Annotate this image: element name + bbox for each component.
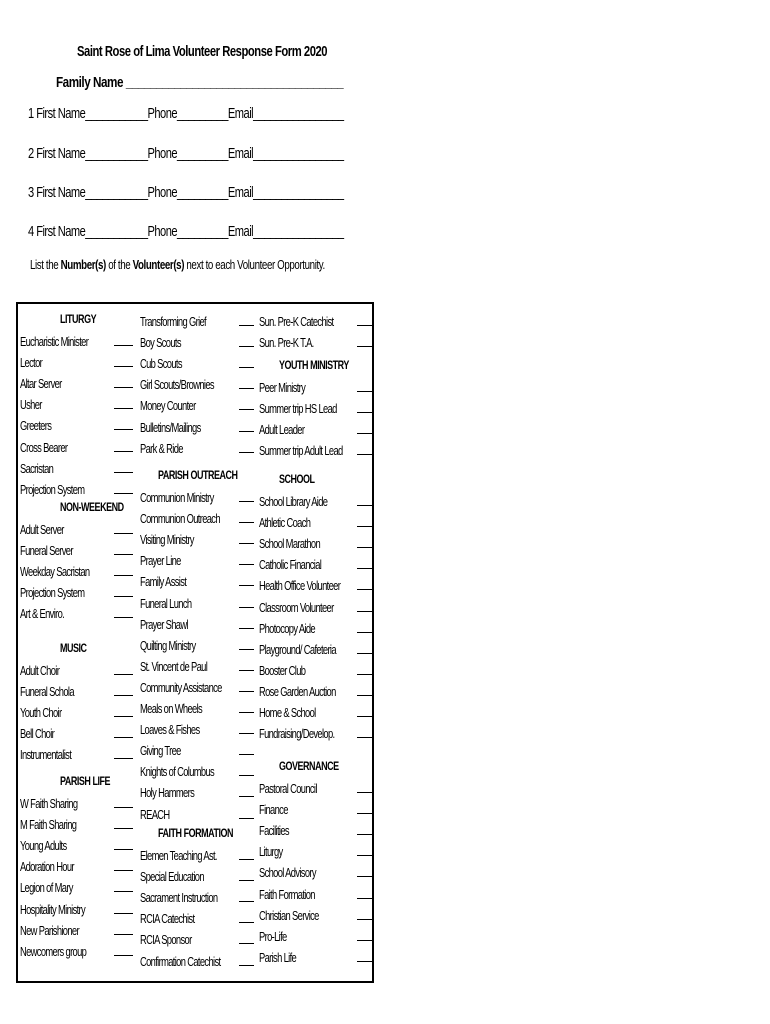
opportunity-label: Visiting Ministry bbox=[140, 532, 194, 548]
family-name-field[interactable]: Family Name ____________________________________ bbox=[56, 74, 344, 91]
volunteer-number-blank[interactable] bbox=[357, 611, 372, 612]
volunteer-number-blank[interactable] bbox=[239, 818, 254, 819]
volunteer-number-blank[interactable] bbox=[239, 922, 254, 923]
volunteer-number-blank[interactable] bbox=[357, 391, 372, 392]
volunteer-number-blank[interactable] bbox=[239, 901, 254, 902]
volunteer-number-blank[interactable] bbox=[357, 547, 372, 548]
volunteer-number-blank[interactable] bbox=[239, 965, 254, 966]
opportunity-label: Projection System bbox=[20, 585, 85, 601]
section-heading: FAITH FORMATION bbox=[158, 828, 234, 840]
volunteer-number-blank[interactable] bbox=[239, 859, 254, 860]
instruction-emphasis: Number(s) bbox=[60, 258, 106, 272]
opportunity-label: Youth Choir bbox=[20, 705, 62, 721]
opportunity-label: Young Adults bbox=[20, 838, 67, 854]
volunteer-number-blank[interactable] bbox=[357, 653, 372, 654]
volunteer-number-blank[interactable] bbox=[239, 943, 254, 944]
volunteer-number-blank[interactable] bbox=[114, 345, 133, 346]
volunteer-number-blank[interactable] bbox=[239, 501, 254, 502]
opportunity-label: Home & School bbox=[259, 705, 316, 720]
opportunity-label: Confirmation Catechist bbox=[140, 953, 221, 969]
opportunity-label: Lector bbox=[20, 355, 43, 371]
opportunity-label: M Faith Sharing bbox=[20, 817, 77, 833]
opportunity-label: RCIA Catechist bbox=[140, 911, 195, 927]
opportunity-label: Holy Hammers bbox=[140, 785, 195, 801]
volunteer-number-blank[interactable] bbox=[114, 955, 133, 956]
opportunity-label: Art & Enviro. bbox=[20, 606, 65, 622]
opportunity-label: Cub Scouts bbox=[140, 356, 182, 372]
volunteer-number-blank[interactable] bbox=[239, 628, 254, 629]
opportunity-label: Liturgy bbox=[259, 844, 283, 860]
opportunity-label: Transforming Grief bbox=[140, 314, 207, 329]
member-row-4[interactable]: 4 First Name___________Phone_________Email________________ bbox=[28, 223, 344, 240]
volunteer-number-blank[interactable] bbox=[114, 575, 133, 576]
volunteer-number-blank[interactable] bbox=[357, 813, 372, 814]
volunteer-number-blank[interactable] bbox=[357, 505, 372, 506]
volunteer-number-blank[interactable] bbox=[239, 585, 254, 586]
volunteer-number-blank[interactable] bbox=[239, 712, 254, 713]
volunteer-number-blank[interactable] bbox=[114, 737, 133, 738]
opportunity-label: Eucharistic Minister bbox=[20, 334, 89, 349]
opportunity-label: Funeral Lunch bbox=[140, 595, 192, 611]
volunteer-number-blank[interactable] bbox=[114, 596, 133, 597]
volunteer-opportunities-box bbox=[16, 302, 374, 983]
volunteer-number-blank[interactable] bbox=[114, 408, 133, 409]
opportunity-label: REACH bbox=[140, 806, 170, 822]
volunteer-number-blank[interactable] bbox=[114, 451, 133, 452]
volunteer-number-blank[interactable] bbox=[114, 533, 133, 534]
instruction-part: List the bbox=[30, 258, 61, 272]
opportunity-label: Sun. Pre-K T.A. bbox=[259, 335, 314, 351]
opportunity-label: Special Education bbox=[140, 869, 204, 885]
volunteer-number-blank[interactable] bbox=[239, 367, 254, 368]
opportunity-label: Instrumentalist bbox=[20, 747, 72, 763]
volunteer-number-blank[interactable] bbox=[357, 346, 372, 347]
opportunity-label: Parish Life bbox=[259, 949, 297, 965]
opportunity-label: Photocopy Aide bbox=[259, 620, 315, 636]
opportunity-label: Peer Ministry bbox=[259, 380, 306, 395]
volunteer-number-blank[interactable] bbox=[357, 589, 372, 590]
opportunity-label: Summer trip Adult Lead bbox=[259, 443, 343, 459]
volunteer-number-blank[interactable] bbox=[114, 387, 133, 388]
opportunity-label: Faith Formation bbox=[259, 886, 315, 902]
opportunity-label: Weekday Sacristan bbox=[20, 564, 90, 580]
volunteer-number-blank[interactable] bbox=[357, 898, 372, 899]
volunteer-number-blank[interactable] bbox=[114, 617, 133, 618]
volunteer-number-blank[interactable] bbox=[357, 632, 372, 633]
opportunity-label: Altar Server bbox=[20, 376, 62, 392]
opportunity-label: Classroom Volunteer bbox=[259, 599, 334, 615]
volunteer-number-blank[interactable] bbox=[114, 554, 133, 555]
opportunity-label: Adult Leader bbox=[259, 422, 305, 438]
opportunity-label: Greeters bbox=[20, 418, 52, 434]
opportunity-label: Pastoral Council bbox=[259, 781, 317, 796]
section-heading: YOUTH MINISTRY bbox=[279, 360, 349, 372]
opportunity-label: Community Assistance bbox=[140, 679, 222, 695]
opportunity-label: Legion of Mary bbox=[20, 880, 73, 896]
volunteer-number-blank[interactable] bbox=[357, 834, 372, 835]
opportunity-label: New Parishioner bbox=[20, 922, 79, 938]
opportunity-label: School Marathon bbox=[259, 536, 321, 552]
volunteer-number-blank[interactable] bbox=[357, 412, 372, 413]
opportunity-label: Cross Bearer bbox=[20, 439, 68, 455]
section-heading: GOVERNANCE bbox=[279, 761, 339, 773]
opportunity-label: Communion Ministry bbox=[140, 490, 214, 505]
volunteer-number-blank[interactable] bbox=[239, 796, 254, 797]
opportunity-label: Prayer Shawl bbox=[140, 616, 188, 632]
opportunity-label: Summer trip HS Lead bbox=[259, 401, 337, 417]
volunteer-number-blank[interactable] bbox=[114, 934, 133, 935]
section-heading: MUSIC bbox=[60, 643, 87, 655]
section-heading: NON-WEEKEND bbox=[60, 502, 124, 514]
opportunity-label: Health Office Volunteer bbox=[259, 578, 341, 594]
instruction-part: next to each Volunteer Opportunity. bbox=[184, 258, 325, 272]
volunteer-number-blank[interactable] bbox=[239, 691, 254, 692]
volunteer-number-blank[interactable] bbox=[239, 754, 254, 755]
volunteer-number-blank[interactable] bbox=[239, 409, 254, 410]
volunteer-number-blank[interactable] bbox=[357, 940, 372, 941]
volunteer-number-blank[interactable] bbox=[114, 758, 133, 759]
opportunity-label: Loaves & Fishes bbox=[140, 722, 200, 738]
volunteer-number-blank[interactable] bbox=[239, 346, 254, 347]
opportunity-label: Fundraising/Develop. bbox=[259, 726, 335, 742]
volunteer-number-blank[interactable] bbox=[114, 472, 133, 473]
opportunity-label: Boy Scouts bbox=[140, 335, 181, 351]
volunteer-number-blank[interactable] bbox=[114, 429, 133, 430]
volunteer-number-blank[interactable] bbox=[239, 733, 254, 734]
volunteer-number-blank[interactable] bbox=[357, 855, 372, 856]
volunteer-number-blank[interactable] bbox=[114, 493, 133, 494]
volunteer-number-blank[interactable] bbox=[357, 526, 372, 527]
volunteer-number-blank[interactable] bbox=[357, 919, 372, 920]
opportunity-label: Elemen Teaching Ast. bbox=[140, 848, 217, 863]
volunteer-number-blank[interactable] bbox=[239, 388, 254, 389]
volunteer-number-blank[interactable] bbox=[239, 431, 254, 432]
opportunity-label: Adult Server bbox=[20, 522, 64, 537]
volunteer-number-blank[interactable] bbox=[357, 325, 372, 326]
opportunity-label: Adult Choir bbox=[20, 663, 60, 678]
volunteer-number-blank[interactable] bbox=[239, 543, 254, 544]
opportunity-label: Facilities bbox=[259, 823, 289, 839]
instruction-part: of the bbox=[105, 258, 133, 272]
volunteer-number-blank[interactable] bbox=[114, 674, 133, 675]
volunteer-number-blank[interactable] bbox=[114, 913, 133, 914]
instruction-emphasis: Volunteer(s) bbox=[132, 258, 185, 272]
section-heading: LITURGY bbox=[60, 314, 97, 326]
opportunity-label: Booster Club bbox=[259, 662, 306, 678]
volunteer-number-blank[interactable] bbox=[239, 452, 254, 453]
volunteer-number-blank[interactable] bbox=[239, 880, 254, 881]
opportunity-label: Playground/ Cafeteria bbox=[259, 641, 336, 657]
opportunity-label: W Faith Sharing bbox=[20, 796, 78, 811]
volunteer-number-blank[interactable] bbox=[357, 737, 372, 738]
volunteer-number-blank[interactable] bbox=[357, 674, 372, 675]
opportunity-label: RCIA Sponsor bbox=[140, 932, 192, 948]
opportunity-label: St. Vincent de Paul bbox=[140, 658, 208, 674]
opportunity-label: Rose Garden Auction bbox=[259, 683, 336, 699]
volunteer-number-blank[interactable] bbox=[357, 568, 372, 569]
opportunity-label: Christian Service bbox=[259, 907, 319, 923]
volunteer-number-blank[interactable] bbox=[357, 876, 372, 877]
page-title: Saint Rose of Lima Volunteer Response Form 2020 bbox=[77, 43, 328, 60]
volunteer-number-blank[interactable] bbox=[114, 828, 133, 829]
volunteer-number-blank[interactable] bbox=[114, 891, 133, 892]
section-heading: PARISH LIFE bbox=[60, 776, 111, 788]
volunteer-number-blank[interactable] bbox=[114, 849, 133, 850]
opportunity-label: Bell Choir bbox=[20, 726, 55, 742]
opportunity-label: Family Assist bbox=[140, 574, 187, 590]
member-row-2[interactable]: 2 First Name___________Phone_________Email________________ bbox=[28, 145, 344, 162]
member-row-3[interactable]: 3 First Name___________Phone_________Email________________ bbox=[28, 184, 344, 201]
volunteer-number-blank[interactable] bbox=[357, 716, 372, 717]
volunteer-number-blank[interactable] bbox=[114, 695, 133, 696]
opportunity-label: Finance bbox=[259, 802, 288, 818]
volunteer-number-blank[interactable] bbox=[239, 522, 254, 523]
section-heading: PARISH OUTREACH bbox=[158, 470, 238, 482]
opportunity-label: Park & Ride bbox=[140, 440, 183, 456]
volunteer-number-blank[interactable] bbox=[239, 775, 254, 776]
volunteer-number-blank[interactable] bbox=[114, 870, 133, 871]
section-heading: SCHOOL bbox=[279, 474, 315, 486]
opportunity-label: Money Counter bbox=[140, 398, 196, 414]
opportunity-label: Sun. Pre-K Catechist bbox=[259, 314, 334, 329]
volunteer-number-blank[interactable] bbox=[114, 366, 133, 367]
volunteer-number-blank[interactable] bbox=[357, 792, 372, 793]
volunteer-number-blank[interactable] bbox=[114, 716, 133, 717]
opportunity-label: Bulletins/Mailings bbox=[140, 419, 201, 435]
opportunity-label: Newcomers group bbox=[20, 943, 87, 959]
member-row-1[interactable]: 1 First Name___________Phone_________Email________________ bbox=[28, 105, 344, 122]
opportunity-label: Hospitality Ministry bbox=[20, 901, 86, 917]
volunteer-number-blank[interactable] bbox=[114, 807, 133, 808]
volunteer-number-blank[interactable] bbox=[239, 607, 254, 608]
volunteer-number-blank[interactable] bbox=[239, 649, 254, 650]
instruction-text bbox=[30, 258, 325, 272]
opportunity-label: Knights of Columbus bbox=[140, 764, 215, 780]
volunteer-number-blank[interactable] bbox=[239, 564, 254, 565]
volunteer-number-blank[interactable] bbox=[239, 325, 254, 326]
volunteer-number-blank[interactable] bbox=[357, 695, 372, 696]
opportunity-label: Giving Tree bbox=[140, 743, 181, 759]
opportunity-label: Usher bbox=[20, 397, 42, 413]
opportunity-label: Adoration Hour bbox=[20, 859, 74, 875]
opportunity-label: Girl Scouts/Brownies bbox=[140, 377, 214, 393]
opportunity-label: Quilting Ministry bbox=[140, 637, 196, 653]
opportunity-label: Funeral Schola bbox=[20, 684, 74, 700]
opportunity-label: Meals on Wheels bbox=[140, 701, 203, 716]
opportunity-label: Sacristan bbox=[20, 460, 54, 476]
opportunity-label: Pro-Life bbox=[259, 928, 287, 944]
opportunity-label: Projection System bbox=[20, 481, 85, 497]
opportunity-label: Athletic Coach bbox=[259, 515, 311, 531]
opportunity-label: Sacrament Instruction bbox=[140, 890, 218, 906]
opportunity-label: Funeral Server bbox=[20, 543, 73, 559]
volunteer-number-blank[interactable] bbox=[357, 961, 372, 962]
volunteer-number-blank[interactable] bbox=[357, 433, 372, 434]
opportunity-label: Prayer Line bbox=[140, 553, 181, 569]
volunteer-number-blank[interactable] bbox=[239, 670, 254, 671]
volunteer-number-blank[interactable] bbox=[357, 454, 372, 455]
opportunity-label: School Advisory bbox=[259, 865, 316, 881]
opportunity-label: Communion Outreach bbox=[140, 511, 220, 527]
opportunity-label: Catholic Financial bbox=[259, 557, 322, 573]
opportunity-label: School Library Aide bbox=[259, 494, 328, 509]
